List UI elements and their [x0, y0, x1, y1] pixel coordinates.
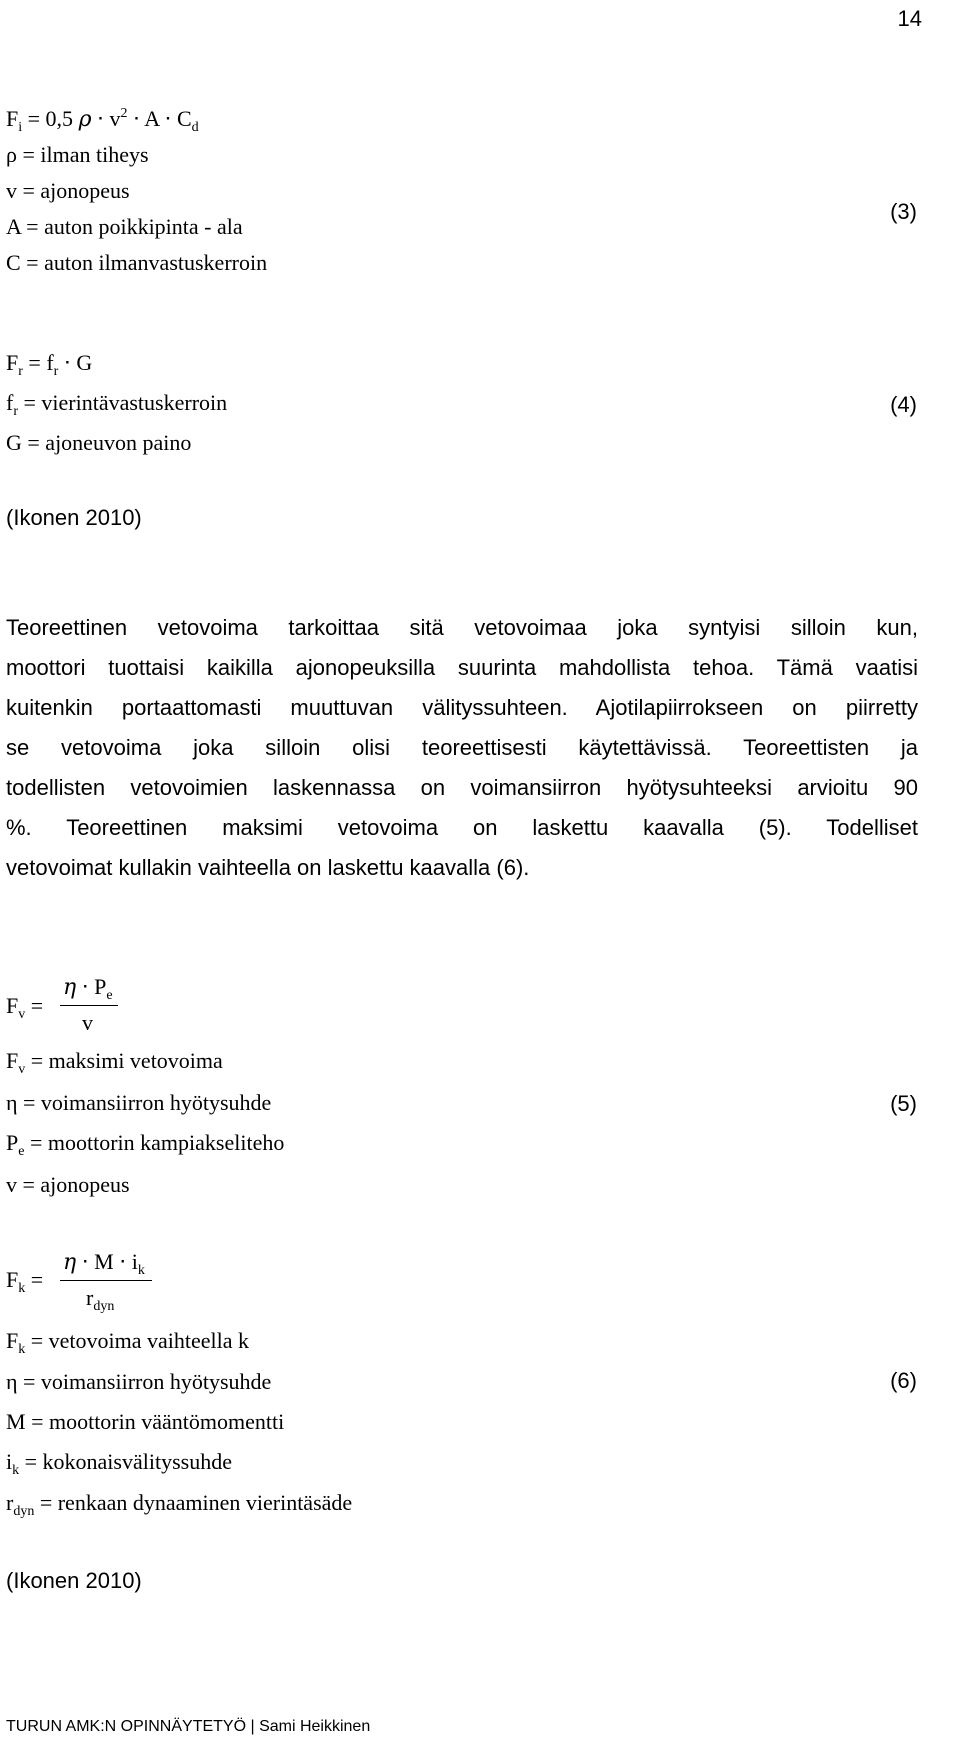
- equation-6-number: (6): [890, 1368, 917, 1393]
- equation-5-fraction-bar: [60, 1005, 118, 1006]
- paragraph-line: kuitenkin portaattomasti muuttuvan välityssuhteen. Ajotilapiirrokseen on piirretty: [6, 695, 918, 720]
- page-footer: TURUN AMK:N OPINNÄYTETYÖ | Sami Heikkinen: [6, 1718, 371, 1735]
- equation-4-main: $F_r = f_r \cdot G$: [6, 350, 93, 379]
- equation-5-def: η = voimansiirron hyötysuhde: [6, 1090, 272, 1115]
- paragraph-line: Teoreettinen vetovoima tarkoittaa sitä vetovoimaa joka syntyisi silloin kun,: [6, 615, 918, 640]
- equation-6-denominator: $r_{dyn}$: [86, 1285, 115, 1314]
- equation-5-def: $P_e$ = moottorin kampiakseliteho: [6, 1130, 285, 1159]
- equation-6-lhs: $F_k$ =: [6, 1267, 44, 1296]
- equation-5-denominator: v: [82, 1010, 93, 1035]
- equation-5-def: $F_v$ = maksimi vetovoima: [6, 1048, 223, 1077]
- citation: (Ikonen 2010): [6, 505, 142, 530]
- equation-6-numerator: $\eta \cdot M \cdot i_k$: [63, 1249, 145, 1278]
- equation-3-def: A = auton poikkipinta - ala: [6, 214, 243, 239]
- page-number: 14: [897, 6, 922, 31]
- equation-3-number: (3): [890, 199, 917, 224]
- equation-5-number: (5): [890, 1091, 917, 1116]
- paragraph-line: %. Teoreettinen maksimi vetovoima on laskettu kaavalla (5). Todelliset: [6, 815, 918, 840]
- equation-6-def: $r_{dyn}$ = renkaan dynaaminen vierintäsäde: [6, 1490, 353, 1519]
- equation-3-def: v = ajonopeus: [6, 178, 130, 203]
- equation-6-def: $F_k$ = vetovoima vaihteella k: [6, 1328, 250, 1357]
- equation-5-numerator: $\eta \cdot P_e$: [63, 974, 113, 1003]
- paragraph-line: todellisten vetovoimien laskennassa on voimansiirron hyötysuhteeksi arvioitu 90: [6, 775, 918, 800]
- paragraph-line: vetovoimat kullakin vaihteella on laskettu kaavalla (6).: [6, 855, 530, 880]
- equation-6-def: M = moottorin vääntömomentti: [6, 1409, 285, 1434]
- equation-5-lhs: $F_v$ =: [6, 993, 44, 1022]
- equation-6-def: η = voimansiirron hyötysuhde: [6, 1369, 272, 1394]
- equation-5-def: v = ajonopeus: [6, 1172, 130, 1197]
- equation-6-fraction-bar: [60, 1280, 152, 1281]
- equation-3-def: C = auton ilmanvastuskerroin: [6, 250, 268, 275]
- citation: (Ikonen 2010): [6, 1568, 142, 1593]
- equation-4-def: G = ajoneuvon paino: [6, 430, 192, 455]
- equation-4-def: $f_r$ = vierintävastuskerroin: [6, 390, 228, 419]
- equation-3-main: $F_i = 0,5$ $\rho \cdot v^2 \cdot A \cdot C_d$: [6, 106, 199, 135]
- equation-6-def: $i_k$ = kokonaisvälityssuhde: [6, 1449, 232, 1478]
- paragraph-line: se vetovoima joka silloin olisi teoreettisesti käytettävissä. Teoreettisten ja: [6, 735, 918, 760]
- equation-3-def: ρ = ilman tiheys: [6, 142, 149, 167]
- paragraph-line: moottori tuottaisi kaikilla ajonopeuksilla suurinta mahdollista tehoa. Tämä vaatisi: [6, 655, 918, 680]
- equation-4-number: (4): [890, 392, 917, 417]
- body-paragraph: [6, 608, 918, 888]
